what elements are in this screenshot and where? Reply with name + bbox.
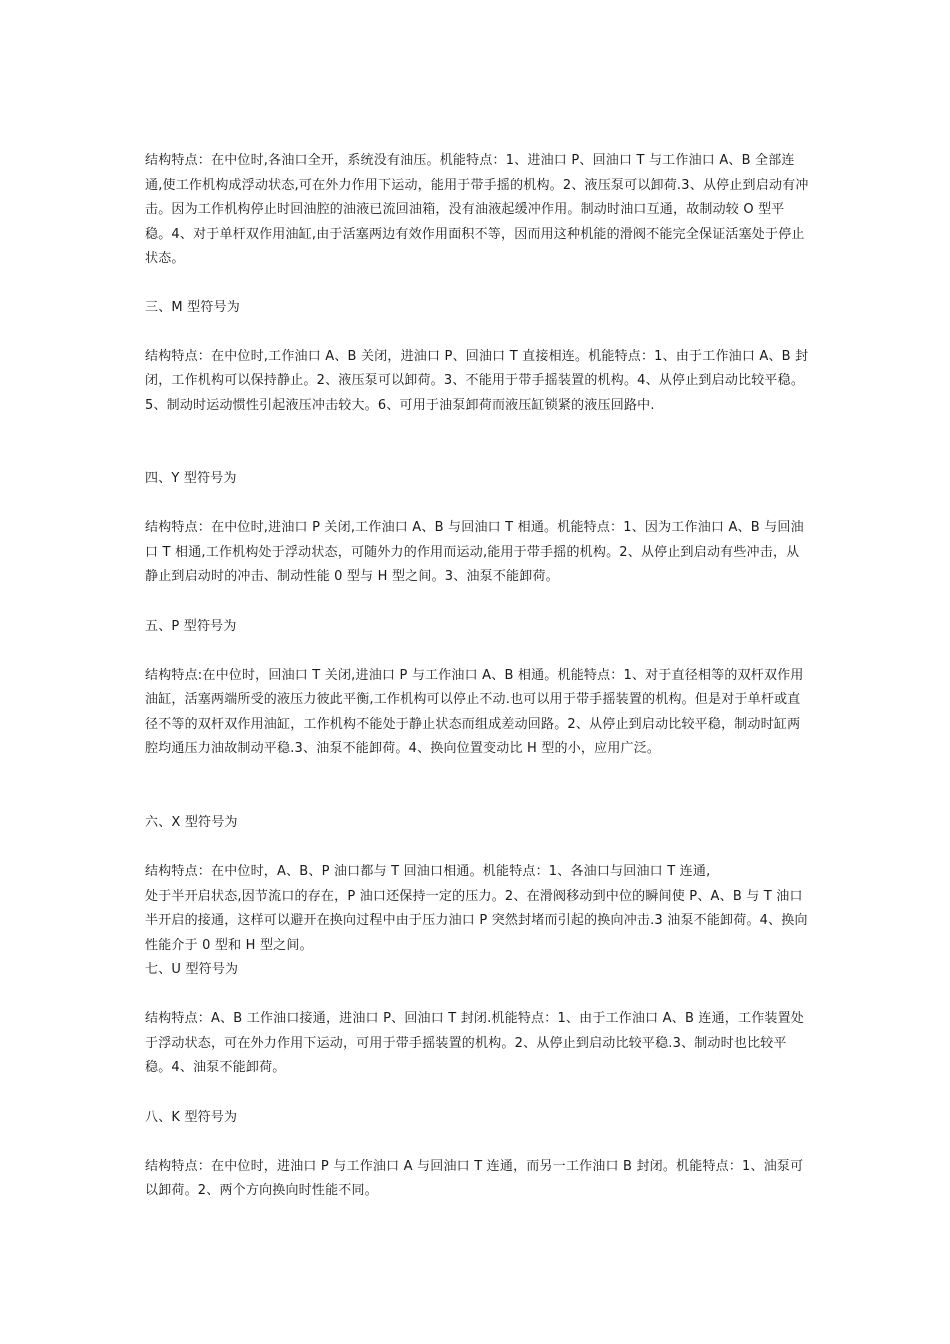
spacer: [145, 271, 810, 296]
spacer: [145, 492, 810, 517]
document-content: [145, 149, 810, 1204]
spacer: [145, 590, 810, 615]
paragraph-y-type: 结构特点：在中位时,进油口 P 关闭,工作油口 A、B 与回油口 T 相通。机能特点：1、因为工作油口 A、B 与回油口 T 相通,工作机构处于浮动状态，可随外力的作用而运动,能用于带手摇的机构。2、从停止到启动有些冲击，从静止到启动时的冲击、制动性能 0 型与 H 型之间。3、油泵不能卸荷。: [145, 520, 804, 584]
paragraph-p-type: 结构特点:在中位时，回油口 T 关闭,进油口 P 与工作油口 A、B 相通。机能特点：1、对于直径相等的双杆双作用油缸，活塞两端所受的液压力彼此平衡,工作机构可以停止不动.也可以用于带手摇装置的机构。但是对于单杆或直径不等的双杆双作用油缸，工作机构不能处于静止状态而组成差动回路。2、从停止到启动比较平稳，制动时缸两腔均通压力油故制动平稳.3、油泵不能卸荷。4、换向位置变动比 H 型的小，应用广泛。: [145, 667, 804, 756]
spacer: [145, 836, 810, 861]
heading-u-type: 七、U 型符号为: [145, 962, 239, 977]
spacer: [145, 1081, 810, 1106]
heading-x-type: 六、X 型符号为: [145, 815, 238, 830]
paragraph-k-type: 结构特点：在中位时，进油口 P 与工作油口 A 与回油口 T 连通，而另一工作油口 B 封闭。机能特点：1、油泵可以卸荷。2、两个方向换向时性能不同。: [145, 1158, 804, 1198]
spacer: [145, 787, 810, 812]
heading-y-type: 四、Y 型符号为: [145, 471, 237, 486]
spacer: [145, 443, 810, 468]
heading-m-type: 三、M 型符号为: [145, 299, 240, 315]
spacer: [145, 639, 810, 664]
heading-p-type: 五、P 型符号为: [145, 618, 237, 634]
paragraph-h-type: 结构特点：在中位时,各油口全开，系统没有油压。机能特点：1、进油口 P、回油口 T 与工作油口 A、B 全部连通,使工作机构成浮动状态,可在外力作用下运动，能用于带手摇的机构。2、液压泵可以卸荷.3、从停止到启动有冲击。因为工作机构停止时回油腔的油液已流回油箱，没有油液起缓冲作用。制动时油口互通，故制动较 O 型平稳。4、对于单杆双作用油缸,由于活塞两边有效作用面积不等，因而用这种机能的滑阀不能完全保证活塞处于停止状态。: [145, 153, 809, 266]
spacer: [145, 1130, 810, 1155]
paragraph-u-type: 结构特点：A、B 工作油口接通，进油口 P、回油口 T 封闭.机能特点：1、由于工作油口 A、B 连通，工作装置处于浮动状态，可在外力作用下运动，可用于带手摇装置的机构。2、从停止到启动比较平稳.3、制动时也比较平稳。4、油泵不能卸荷。: [145, 1011, 805, 1075]
spacer: [145, 320, 810, 345]
heading-k-type: 八、K 型符号为: [145, 1109, 238, 1125]
spacer: [145, 983, 810, 1008]
paragraph-x-type: 结构特点：在中位时，A、B、P 油口都与 T 回油口相通。机能特点：1、各油口与回油口 T 连通, 处于半开启状态,因节流口的存在，P 油口还保持一定的压力。2、在滑阀移动到中位的瞬间使 P、A、B 与 T 油口半开启的接通，这样可以避开在换向过程中由于压力油口 P 突然封堵而引起的换向冲击.3 油泵不能卸荷。4、换向性能介于 0 型和 H 型之间。: [145, 864, 808, 953]
paragraph-m-type: 结构特点：在中位时,工作油口 A、B 关闭，进油口 P、回油口 T 直接相连。机能特点：1、由于工作油口 A、B 封闭，工作机构可以保持静止。2、液压泵可以卸荷。3、不能用于带手摇装置的机构。4、从停止到启动比较平稳。5、制动时运动惯性引起液压冲击较大。6、可用于油泵卸荷而液压缸锁紧的液压回路中.: [145, 348, 809, 413]
